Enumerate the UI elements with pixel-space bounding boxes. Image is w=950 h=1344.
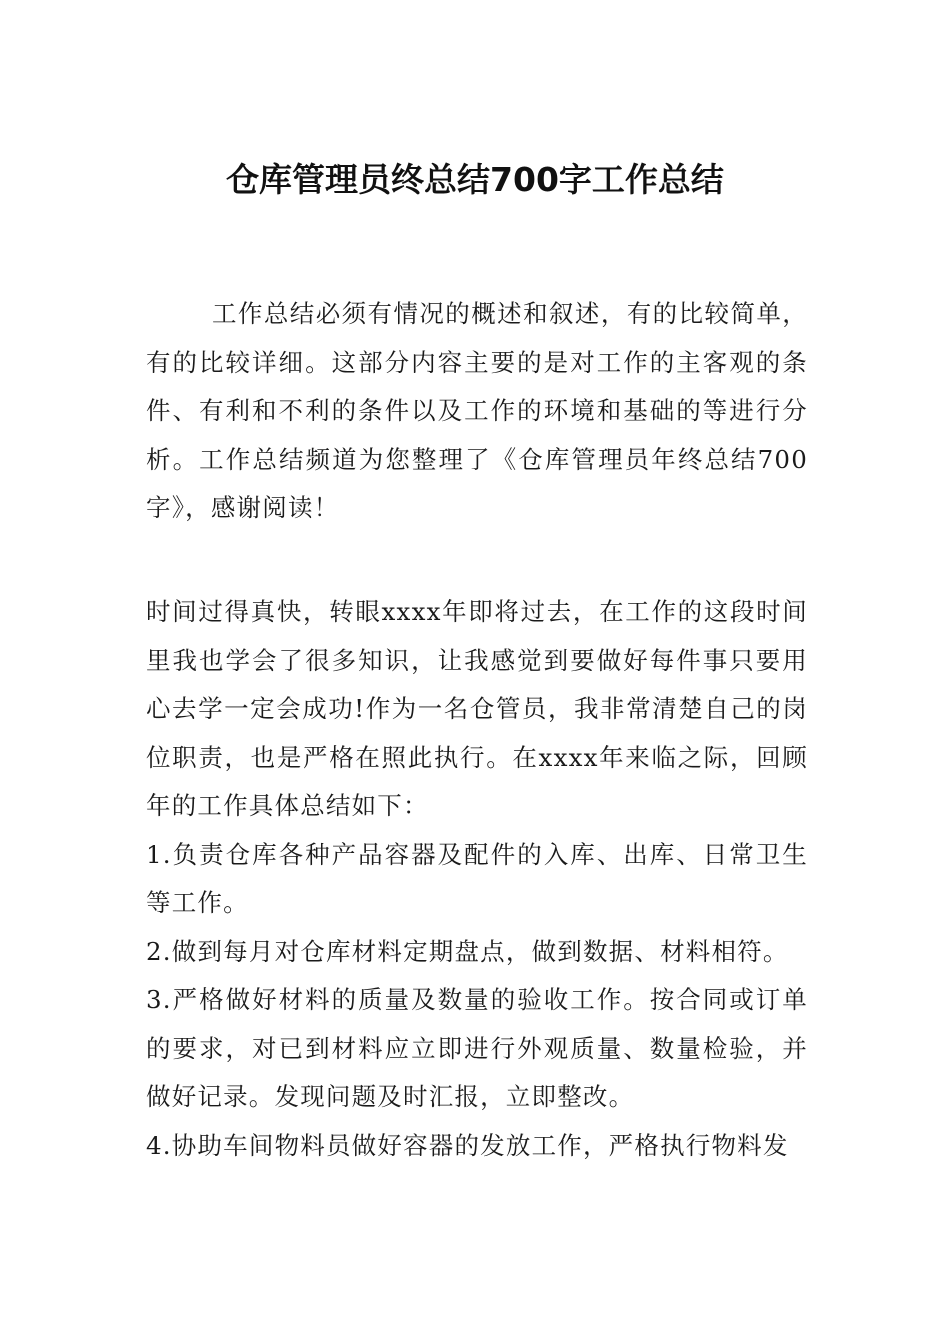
document-title: 仓库管理员终总结700字工作总结	[226, 160, 724, 199]
list-item: 3.严格做好材料的质量及数量的验收工作。按合同或订单的要求，对已到材料应立即进行外观质量、数量检验，并做好记录。发现问题及时汇报，立即整改。	[146, 985, 808, 1111]
list-item: 4.协助车间物料员做好容器的发放工作，严格执行物料发	[146, 1130, 789, 1160]
intro-paragraph: 工作总结必须有情况的概述和叙述，有的比较简单，有的比较详细。这部分内容主要的是对工作的主客观的条件、有利和不利的条件以及工作的环境和基础的等进行分析。工作总结频道为您整理了《仓库管理员年终总结700字》，感谢阅读！	[146, 299, 808, 522]
main-content	[146, 588, 808, 1170]
list-item: 1.负责仓库各种产品容器及配件的入库、出库、日常卫生等工作。	[146, 839, 808, 917]
opening-paragraph: 时间过得真快，转眼xxxx年即将过去，在工作的这段时间里我也学会了很多知识，让我感觉到要做好每件事只要用心去学一定会成功!作为一名仓管员，我非常清楚自己的岗位职责，也是严格在照此执行。在xxxx年来临之际，回顾年的工作具体总结如下：	[146, 597, 808, 820]
list-item: 2.做到每月对仓库材料定期盘点，做到数据、材料相符。	[146, 936, 789, 966]
